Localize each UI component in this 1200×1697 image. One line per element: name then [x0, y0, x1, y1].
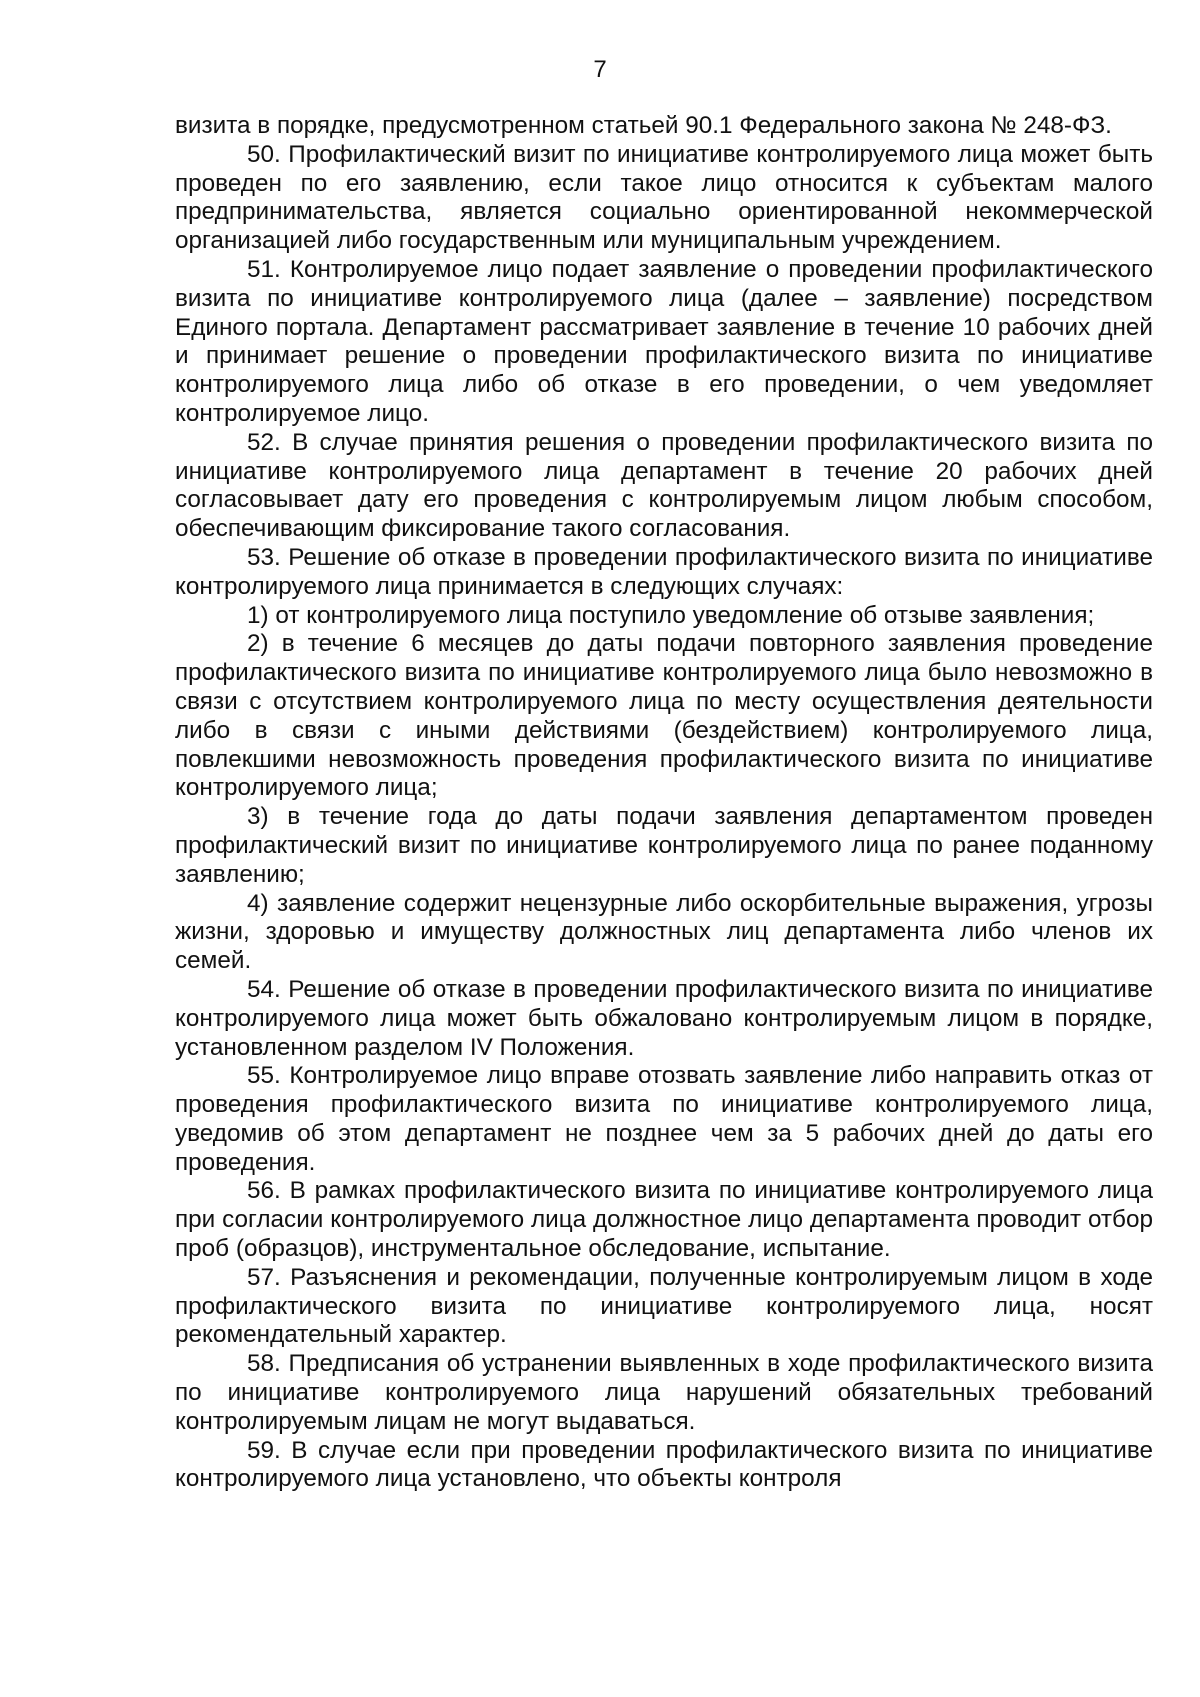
- paragraph-item-58: 58. Предписания об устранении выявленных в ходе профилактического визита по инициативе контролируемого лица нарушений обязательных требований контролируемым лицам не могут выдаваться.: [175, 1350, 1153, 1435]
- paragraph-continuation: визита в порядке, предусмотренном статьей 90.1 Федерального закона № 248-ФЗ.: [175, 112, 1112, 139]
- paragraph-subitem-1: 1) от контролируемого лица поступило уведомление об отзыве заявления;: [247, 601, 1095, 629]
- paragraph-item-54: 54. Решение об отказе в проведении профилактического визита по инициативе контролируемого лица может быть обжаловано контролируемым лицом в порядке, установленном разделом IV Положения.: [175, 975, 1153, 1061]
- paragraph-item-50: 50. Профилактический визит по инициативе контролируемого лица может быть проведен по его заявлению, если такое лицо относится к субъектам малого предпринимательства, является социально ориентированной некоммерческой организацией либо государственным или муниципальным учреждением.: [175, 140, 1153, 255]
- paragraph-subitem-2: 2) в течение 6 месяцев до даты подачи повторного заявления проведение профилактического визита по инициативе контролируемого лица было невозможно в связи с отсутствием контролируемого лица по месту осуществления деятельности либо в связи с иными действиями (бездействием) контролируемого лица, повлекшими невозможность проведения профилактического визита по инициативе контролируемого лица;: [175, 630, 1153, 802]
- paragraph-item-55: 55. Контролируемое лицо вправе отозвать заявление либо направить отказ от проведения профилактического визита по инициативе контролируемого лица, уведомив об этом департамент не позднее чем за 5 рабочих дней до даты его проведения.: [175, 1062, 1153, 1176]
- paragraph-item-51: 51. Контролируемое лицо подает заявление о проведении профилактического визита по инициативе контролируемого лица (далее – заявление) посредством Единого портала. Департамент рассматривает заявление в течение 10 рабочих дней и принимает решение о проведении профилактического визита по инициативе контролируемого лица либо об отказе в его проведении, о чем уведомляет контролируемое лицо.: [175, 255, 1153, 427]
- page-number: 7: [593, 56, 607, 83]
- paragraph-subitem-3: 3) в течение года до даты подачи заявления департаментом проведен профилактический визит по инициативе контролируемого лица по ранее поданному заявлению;: [175, 803, 1153, 888]
- paragraph-item-56: 56. В рамках профилактического визита по инициативе контролируемого лица при согласии контролируемого лица должностное лицо департамента проводит отбор проб (образцов), инструментальное обследование, испытание.: [175, 1177, 1153, 1263]
- paragraph-item-59: 59. В случае если при проведении профилактического визита по инициативе контролируемого лица установлено, что объекты контроля: [175, 1436, 1153, 1493]
- paragraph-item-53: 53. Решение об отказе в проведении профилактического визита по инициативе контролируемого лица принимается в следующих случаях:: [175, 543, 1153, 600]
- paragraph-item-52: 52. В случае принятия решения о проведении профилактического визита по инициативе контролируемого лица департамент в течение 20 рабочих дней согласовывает дату его проведения с контролируемым лицом любым способом, обеспечивающим фиксирование такого согласования.: [175, 428, 1153, 543]
- paragraph-item-57: 57. Разъяснения и рекомендации, полученные контролируемым лицом в ходе профилактического визита по инициативе контролируемого лица, носят рекомендательный характер.: [175, 1263, 1153, 1349]
- paragraph-subitem-4: 4) заявление содержит нецензурные либо оскорбительные выражения, угрозы жизни, здоровью и имуществу должностных лиц департамента либо членов их семей.: [175, 889, 1153, 975]
- document-body: [175, 112, 1153, 1494]
